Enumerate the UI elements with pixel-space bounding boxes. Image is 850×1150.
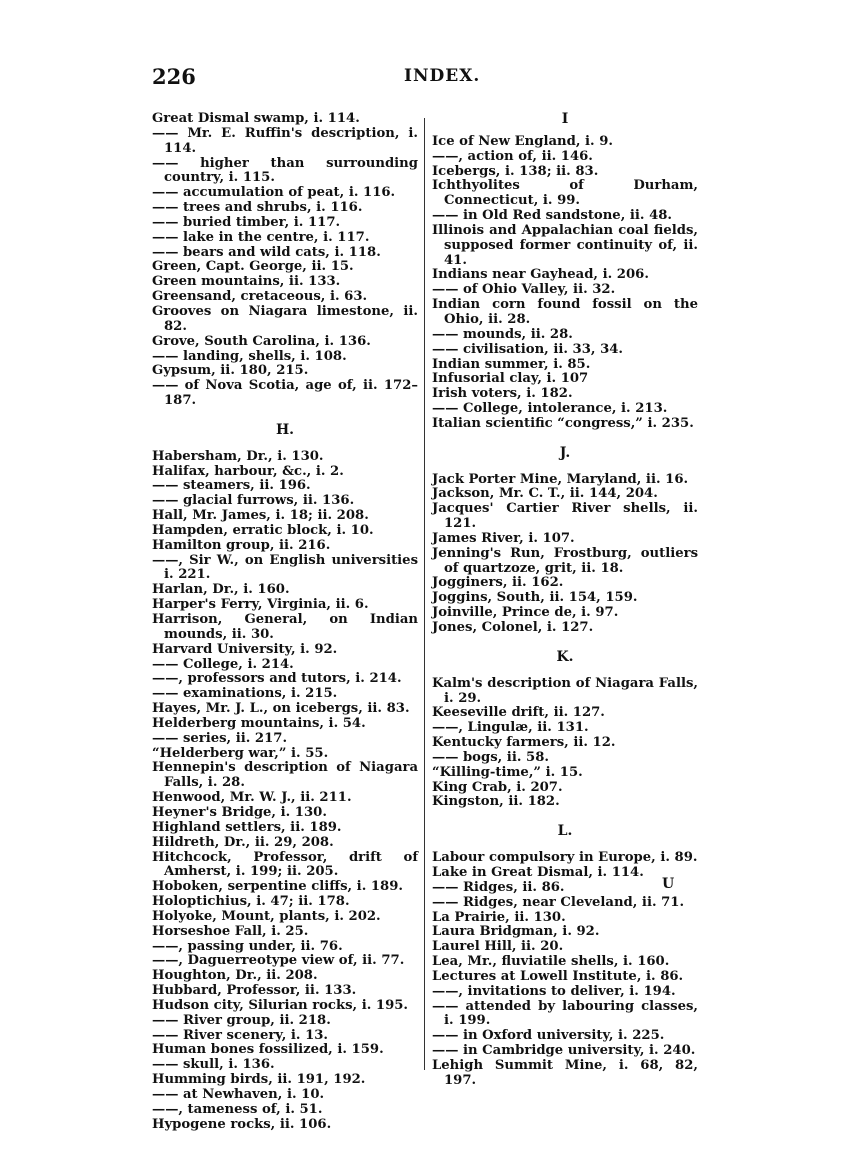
index-entry: Green, Capt. George, ii. 15.	[152, 259, 354, 275]
index-entry: —— glacial furrows, ii. 136.	[152, 493, 355, 509]
index-entry: Lake in Great Dismal, i. 114.	[432, 864, 644, 880]
index-entry: —— accumulation of peat, i. 116.	[152, 185, 396, 201]
index-entry: —— series, ii. 217.	[152, 730, 288, 746]
index-entry: —— River group, ii. 218.	[152, 1012, 331, 1028]
index-entry: —— bears and wild cats, i. 118.	[152, 244, 381, 260]
index-entry: Helderberg mountains, i. 54.	[152, 715, 366, 731]
index-entry: Harvard University, i. 92.	[152, 641, 338, 657]
index-entry: Hildreth, Dr., ii. 29, 208.	[152, 834, 334, 850]
index-entry: ——, Lingulæ, ii. 131.	[432, 720, 589, 736]
index-entry: Lea, Mr., fluviatile shells, i. 160.	[432, 954, 670, 970]
index-entry: Kentucky farmers, ii. 12.	[432, 735, 616, 751]
index-entry: Keeseville drift, ii. 127.	[432, 705, 605, 721]
index-entry: Icebergs, i. 138; ii. 83.	[432, 163, 599, 179]
index-entry: Grove, South Carolina, i. 136.	[152, 333, 371, 349]
index-entry: Hitchcock, Professor, drift of Amherst, i. 199; ii. 205.	[152, 849, 418, 880]
index-entry: —— in Cambridge university, i. 240.	[432, 1043, 696, 1059]
index-entry: King Crab, i. 207.	[432, 779, 563, 795]
index-entry: —— civilisation, ii. 33, 34.	[432, 341, 624, 357]
index-entry: ——, Sir W., on English universities i. 221.	[152, 552, 418, 583]
index-entry: Joinville, Prince de, i. 97.	[432, 605, 619, 621]
index-entry: —— buried timber, i. 117.	[152, 214, 341, 230]
index-entry: Gypsum, ii. 180, 215.	[152, 363, 309, 379]
index-entry: Hudson city, Silurian rocks, i. 195.	[152, 997, 409, 1013]
index-entry: Italian scientific “congress,” i. 235.	[432, 415, 694, 431]
index-entry: Horseshoe Fall, i. 25.	[152, 923, 309, 939]
index-column-right	[432, 112, 698, 1089]
index-entry: Henwood, Mr. W. J., ii. 211.	[152, 790, 352, 806]
index-entry: Jones, Colonel, i. 127.	[432, 620, 594, 635]
index-entry: —— lake in the centre, i. 117.	[152, 229, 370, 245]
index-entry: Irish voters, i. 182.	[432, 386, 573, 402]
index-entry: Green mountains, ii. 133.	[152, 274, 341, 290]
index-entry: —— skull, i. 136.	[152, 1057, 275, 1073]
index-entry: Jacques' Cartier River shells, ii. 121.	[432, 501, 698, 532]
index-entry: Grooves on Niagara limestone, ii. 82.	[152, 303, 418, 334]
index-entry: Hoboken, serpentine cliffs, i. 189.	[152, 879, 403, 895]
index-entry: —— Ridges, near Cleveland, ii. 71.	[432, 894, 685, 910]
index-entry: —— trees and shrubs, i. 116.	[152, 200, 363, 216]
index-entry: Joggins, South, ii. 154, 159.	[432, 590, 638, 606]
section-letter: J.	[559, 444, 571, 461]
index-entry: —— landing, shells, i. 108.	[152, 348, 347, 364]
index-entry: Jack Porter Mine, Maryland, ii. 16.	[432, 471, 689, 487]
index-entry: ——, action of, ii. 146.	[432, 148, 593, 164]
index-entry: Hypogene rocks, ii. 106.	[152, 1116, 332, 1132]
index-entry: James River, i. 107.	[432, 530, 575, 546]
index-entry: —— Mr. E. Ruffin's description, i. 114.	[152, 125, 418, 156]
index-entry: —— at Newhaven, i. 10.	[152, 1087, 325, 1102]
index-entry: Humming birds, ii. 191, 192.	[152, 1072, 366, 1088]
index-entry: Highland settlers, ii. 189.	[152, 819, 342, 835]
index-entry: Jogginers, ii. 162.	[432, 575, 564, 591]
index-entry: ——, Daguerreotype view of, ii. 77.	[152, 953, 405, 969]
index-entry: Kalm's description of Niagara Falls, i. 29.	[432, 675, 698, 706]
index-entry: —— in Oxford university, i. 225.	[432, 1028, 665, 1044]
index-entry: Houghton, Dr., ii. 208.	[152, 968, 318, 984]
index-entry: Jackson, Mr. C. T., ii. 144, 204.	[432, 486, 658, 502]
stray-mark: U	[662, 876, 675, 892]
index-entry: Indian summer, i. 85.	[432, 356, 591, 372]
index-entry: Laurel Hill, ii. 20.	[432, 939, 564, 955]
section-letter: K.	[556, 648, 574, 665]
index-entry: ——, professors and tutors, i. 214.	[152, 671, 402, 687]
index-entry: —— of Nova Scotia, age of, ii. 172–187.	[152, 378, 418, 409]
index-entry: —— bogs, ii. 58.	[432, 749, 549, 765]
index-entry: Human bones fossilized, i. 159.	[152, 1042, 384, 1058]
index-entry: Hubbard, Professor, ii. 133.	[152, 983, 357, 999]
index-entry: ——, tameness of, i. 51.	[152, 1101, 323, 1117]
index-entry: Halifax, harbour, &c., i. 2.	[152, 463, 344, 479]
index-entry: —— College, i. 214.	[152, 656, 294, 672]
index-entry: Ichthyolites of Durham, Connecticut, i. 99.	[432, 178, 698, 209]
index-entry: Indians near Gayhead, i. 206.	[432, 267, 649, 283]
index-entry: Indian corn found fossil on the Ohio, ii. 28.	[432, 297, 698, 327]
section-letter: H.	[275, 421, 295, 438]
section-letter: L.	[557, 823, 573, 840]
index-entry: Greensand, cretaceous, i. 63.	[152, 289, 368, 305]
index-entry: Labour compulsory in Europe, i. 89.	[432, 850, 698, 866]
page-number: 226	[152, 64, 196, 89]
index-entry: “Helderberg war,” i. 55.	[152, 745, 329, 761]
index-entry: Lehigh Summit Mine, i. 68, 82, 197.	[432, 1057, 698, 1088]
running-head: INDEX.	[404, 66, 481, 86]
index-entry: La Prairie, ii. 130.	[432, 909, 566, 925]
index-entry: Hayes, Mr. J. L., on icebergs, ii. 83.	[152, 701, 410, 717]
index-entry: —— College, intolerance, i. 213.	[432, 401, 668, 417]
index-entry: —— steamers, ii. 196.	[152, 478, 311, 494]
index-entry: —— mounds, ii. 28.	[432, 326, 573, 342]
section-letter: I	[561, 111, 569, 127]
index-entry: Ice of New England, i. 9.	[432, 133, 613, 149]
index-entry: —— Ridges, ii. 86.	[432, 879, 565, 895]
index-entry: Lectures at Lowell Institute, i. 86.	[432, 968, 684, 984]
index-entry: Habersham, Dr., i. 130.	[152, 448, 324, 464]
index-entry: Laura Bridgman, i. 92.	[432, 924, 600, 940]
index-entry: —— of Ohio Valley, ii. 32.	[432, 282, 616, 298]
index-entry: Hamilton group, ii. 216.	[152, 537, 331, 553]
index-entry: —— attended by labouring classes, i. 199.	[432, 998, 698, 1029]
index-entry: Hampden, erratic block, i. 10.	[152, 522, 374, 538]
index-entry: Illinois and Appalachian coal fields, supposed former continuity of, ii. 41.	[432, 222, 698, 268]
index-entry: Great Dismal swamp, i. 114.	[152, 111, 360, 126]
index-entry: Harlan, Dr., i. 160.	[152, 582, 290, 598]
index-entry: Kingston, ii. 182.	[432, 794, 560, 810]
index-entry: Heyner's Bridge, i. 130.	[152, 804, 327, 820]
index-entry: Harrison, General, on Indian mounds, ii. 30.	[152, 612, 418, 642]
index-entry: Holyoke, Mount, plants, i. 202.	[152, 908, 381, 924]
index-entry: —— higher than surrounding country, i. 115.	[152, 155, 418, 186]
index-entry: Hennepin's description of Niagara Falls, i. 28.	[152, 760, 418, 791]
index-entry: Jenning's Run, Frostburg, outliers of quartzoze, grit, ii. 18.	[432, 545, 698, 576]
column-divider	[424, 118, 425, 1070]
index-entry: ——, passing under, ii. 76.	[152, 938, 343, 954]
index-entry: Harper's Ferry, Virginia, ii. 6.	[152, 597, 369, 613]
index-entry: “Killing-time,” i. 15.	[432, 764, 583, 780]
index-column-left	[152, 112, 418, 1133]
index-entry: —— in Old Red sandstone, ii. 48.	[432, 208, 673, 224]
index-entry: —— examinations, i. 215.	[152, 686, 338, 702]
index-entry: Hall, Mr. James, i. 18; ii. 208.	[152, 508, 369, 524]
index-entry: Infusorial clay, i. 107	[432, 371, 589, 387]
index-entry: ——, invitations to deliver, i. 194.	[432, 983, 676, 999]
index-entry: —— River scenery, i. 13.	[152, 1027, 329, 1043]
index-entry: Holoptichius, i. 47; ii. 178.	[152, 894, 350, 910]
